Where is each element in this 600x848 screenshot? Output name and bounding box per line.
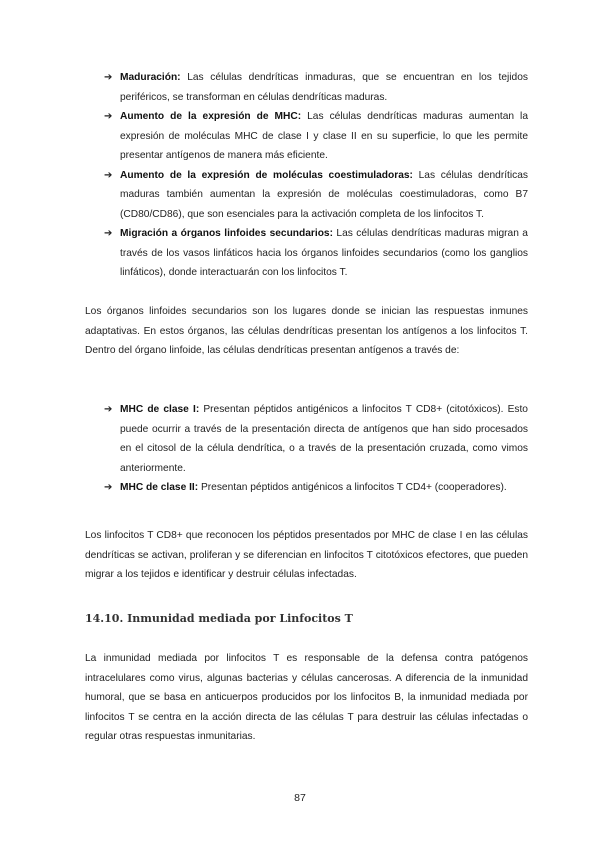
paragraph-secondary-organs: Los órganos linfoides secundarios son los lugares donde se inician las respuestas inmunes adaptativas. En estos órganos, las células dendríticas presentan los antígenos a los linfocitos T. Dentro del órgano linfoide, las células dendríticas presentan antígenos a través de: <box>85 306 528 356</box>
list-item-text: Las células dendríticas inmaduras, que se encuentran en los tejidos periféricos, se transforman en células dendríticas maduras. <box>120 72 528 103</box>
arrow-bullet-icon: ➔ <box>104 169 113 181</box>
list-item-term: Aumento de la expresión de moléculas coestimuladoras: <box>120 169 413 181</box>
list-item <box>104 478 528 498</box>
list-item-term: MHC de clase I: <box>120 404 200 415</box>
list-item <box>104 166 528 225</box>
paragraph-cd8-activation: Los linfocitos T CD8+ que reconocen los péptidos presentados por MHC de clase I en las células dendríticas se activan, proliferan y se diferencian en linfocitos T citotóxicos efectores, que pueden migrar a los tejidos e identificar y destruir células infectadas. <box>85 530 528 580</box>
list-item <box>104 400 528 478</box>
list-item <box>104 68 528 107</box>
arrow-bullet-icon: ➔ <box>104 228 113 239</box>
list-item-text: Las células dendríticas maduras también aumentan la expresión de moléculas coestimuladoras, como B7 (CD80/CD86), que son esenciales para la activación completa de los linfocitos T. <box>120 169 528 220</box>
list-item-text: Presentan péptidos antigénicos a linfocitos T CD8+ (citotóxicos). Esto puede ocurrir a través de la presentación directa de antígenos que han sido procesados en el citosol de la célula dendrítica, o a través de la presentación cruzada, como vimos anteriormente. <box>120 404 528 474</box>
page-number: 87 <box>294 792 306 804</box>
maturation-list <box>104 68 528 283</box>
arrow-bullet-icon: ➔ <box>104 111 113 122</box>
list-item-text: Las células dendríticas maduras aumentan la expresión de moléculas MHC de clase I y clase II en su superficie, lo que les permite presentar antígenos de manera más eficiente. <box>120 111 528 161</box>
arrow-bullet-icon: ➔ <box>104 404 113 415</box>
list-item-term: Maduración: <box>120 72 181 83</box>
section-heading: 14.10. Inmunidad mediada por Linfocitos T <box>85 612 353 625</box>
list-item-text: Las células dendríticas maduras migran a través de los vasos linfáticos hacia los órganos linfoides secundarios (como los ganglios linfáticos), donde interactuarán con los linfocitos T. <box>120 228 528 278</box>
arrow-bullet-icon: ➔ <box>104 482 113 493</box>
list-item-term: Aumento de la expresión de MHC: <box>120 111 302 122</box>
list-item-term: Migración a órganos linfoides secundarios: <box>120 228 333 239</box>
mhc-list <box>104 400 528 498</box>
list-item <box>104 224 528 283</box>
list-item-term: MHC de clase II: <box>120 482 199 493</box>
list-item <box>104 107 528 166</box>
list-item-text: Presentan péptidos antigénicos a linfocitos T CD4+ (cooperadores). <box>198 482 507 493</box>
arrow-bullet-icon: ➔ <box>104 72 113 83</box>
paragraph-cell-mediated-immunity: La inmunidad mediada por linfocitos T es responsable de la defensa contra patógenos intracelulares como virus, algunas bacterias y células cancerosas. A diferencia de la inmunidad humoral, que se basa en anticuerpos producidos por los linfocitos B, la inmunidad mediada por linfocitos T se centra en la acción directa de las células T para destruir las células infectadas o regular otras respuestas inmunitarias. <box>85 653 528 742</box>
